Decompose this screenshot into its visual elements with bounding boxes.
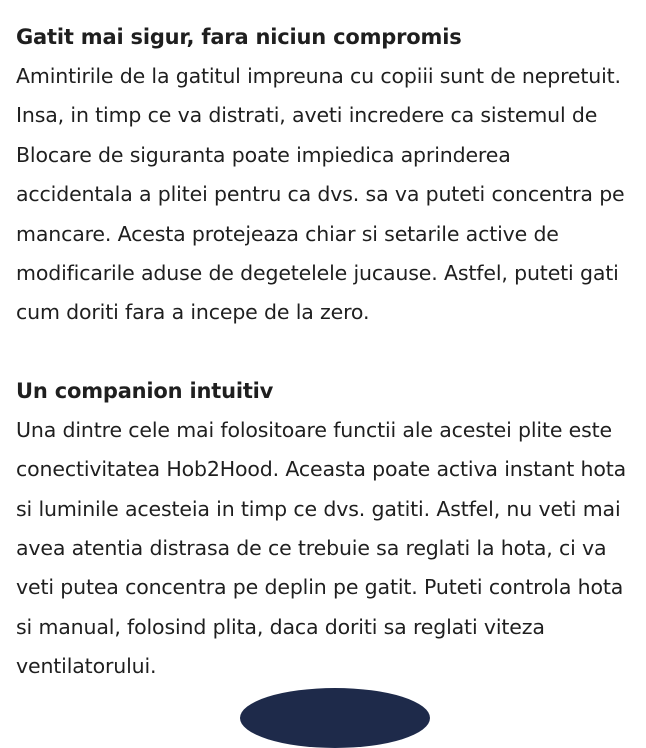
body-line: conectivitatea Hob2Hood. Aceasta poate activa instant hota — [16, 457, 627, 482]
section-heading: Gatit mai sigur, fara niciun compromis — [16, 25, 462, 49]
product-image-top-edge — [240, 688, 430, 748]
body-line: modificarile aduse de degetelele jucause. Astfel, puteti gati — [16, 261, 619, 286]
product-description — [16, 18, 638, 687]
section-body — [16, 57, 638, 333]
body-line: Insa, in timp ce va distrati, aveti incredere ca sistemul de — [16, 103, 598, 128]
body-line: si luminile acesteia in timp ce dvs. gatiti. Astfel, nu veti mai — [16, 496, 621, 521]
body-line: Una dintre cele mai folositoare functii ale acestei plite este — [16, 417, 613, 442]
section-heading: Un companion intuitiv — [16, 378, 274, 403]
section-intuitive-companion — [16, 372, 638, 687]
body-line: si manual, folosind plita, daca doriti sa reglati viteza — [16, 614, 545, 639]
body-line: Blocare de siguranta poate impiedica aprinderea — [16, 142, 511, 167]
body-line: accidentala a plitei pentru ca dvs. sa va puteti concentra pe — [16, 182, 625, 207]
body-line: mancare. Acesta protejeaza chiar si setarile active de — [16, 221, 559, 246]
body-line: avea atentia distrasa de ce trebuie sa reglati la hota, ci va — [16, 536, 607, 561]
body-line: cum doriti fara a incepe de la zero. — [16, 300, 370, 325]
section-safe-cooking — [16, 18, 638, 333]
body-line: ventilatorului. — [16, 654, 157, 679]
section-body — [16, 411, 638, 687]
body-line: veti putea concentra pe deplin pe gatit. Puteti controla hota — [16, 575, 624, 600]
body-line: Amintirile de la gatitul impreuna cu copiii sunt de nepretuit. — [16, 64, 621, 88]
